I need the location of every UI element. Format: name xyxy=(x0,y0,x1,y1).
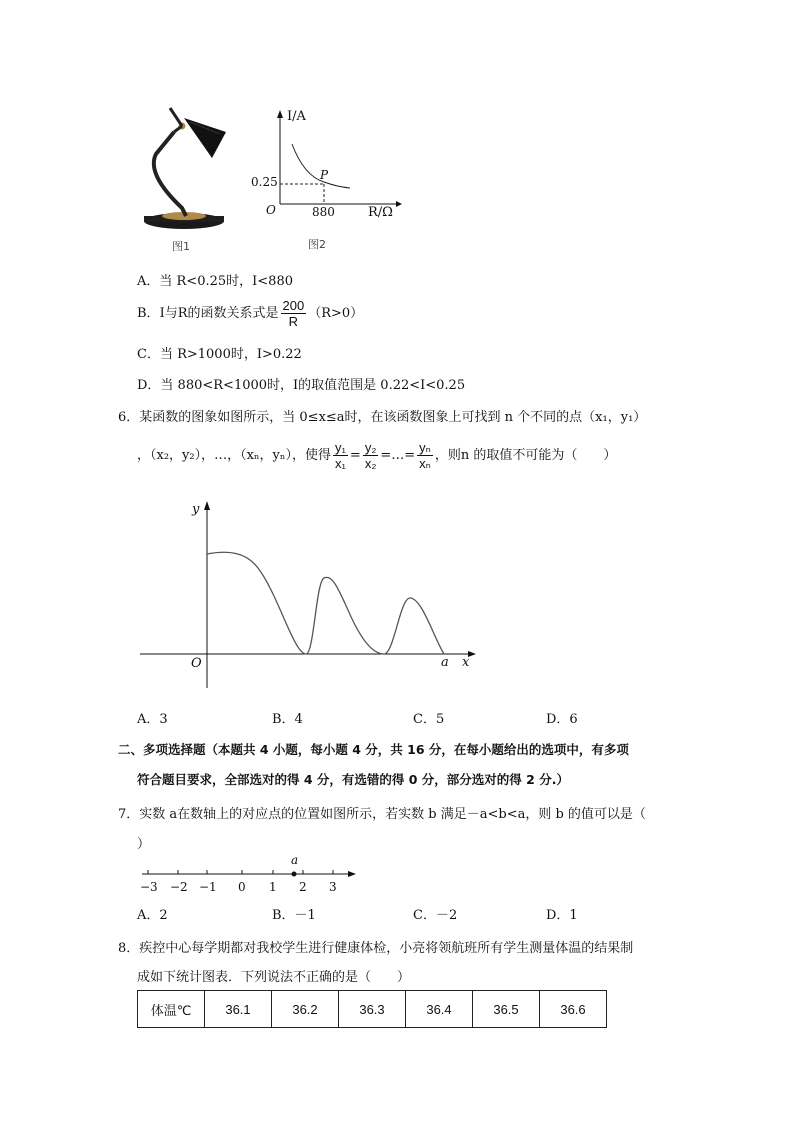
table-cell: 36.4 xyxy=(406,991,473,1028)
q6-option-c: C．5 xyxy=(413,712,445,727)
q7-tick-1: 1 xyxy=(269,880,277,894)
q8-line2: 成如下统计图表．下列说法不正确的是（ ） xyxy=(137,970,411,985)
q6-line2: ，（x₂，y₂），…，（xₙ，yₙ），使得 $\frac{\text{y₁}}{\text{x₁}}$ = $\frac{\text{y₂}}{\text{x₂}}$ =…= $\frac{\text{yₙ}}{\text{xₙ}}$ ，则n 的取值不可能为（ ） xyxy=(137,440,617,471)
q6-dots: =…= xyxy=(380,448,416,463)
fig2-x-label: R/Ω xyxy=(368,205,393,220)
table-header-cell: 体温℃ xyxy=(138,991,205,1028)
q6-option-d: D．6 xyxy=(546,712,578,727)
q5-option-b-prefix: B． xyxy=(137,306,160,321)
temperature-table xyxy=(137,990,607,1028)
fig2-y-label: I/A xyxy=(287,109,306,124)
q5-option-c: C．当 R>1000时，I>0.22 xyxy=(137,347,302,362)
q6-frac1-den: x₁ xyxy=(335,456,346,471)
q7-line1: 7．实数 a在数轴上的对应点的位置如图所示，若实数 b 满足－a<b<a，则 b 的值可以是（ xyxy=(118,807,646,822)
fig2-y-tick: 0.25 xyxy=(251,175,278,189)
q5-frac-den: R xyxy=(288,314,299,329)
q7-option-b: B．－1 xyxy=(272,908,316,923)
section2-heading-line1: 二、多项选择题（本题共 4 小题，每小题 4 分，共 16 分，在每小题给出的选项中，有多项 xyxy=(118,742,629,757)
q6-line2-a: ，（x₂，y₂），…，（xₙ，yₙ），使得 xyxy=(137,448,332,463)
table-row xyxy=(138,991,607,1028)
q7-option-d: D．1 xyxy=(546,908,578,923)
q6-frac1 xyxy=(333,440,348,471)
figure1-caption: 图1 xyxy=(172,240,190,253)
q6-frac2 xyxy=(363,440,379,471)
q5-option-d: D．当 880<R<1000时，I的取值范围是 0.22<I<0.25 xyxy=(137,378,466,393)
q6-frac2-den: x₂ xyxy=(364,456,377,471)
q5-option-a: A．当 R<0.25时，I<880 xyxy=(137,274,293,289)
q6-origin: O xyxy=(191,656,202,671)
q7-point-a-label: a xyxy=(291,853,299,867)
table-cell: 36.2 xyxy=(272,991,339,1028)
q7-tick-neg1: −1 xyxy=(199,880,217,894)
q6-fracn-den: xₙ xyxy=(419,456,431,471)
q6-option-a: A．3 xyxy=(137,712,168,727)
q6-function-graph xyxy=(138,498,478,690)
q7-tick-0: 0 xyxy=(238,880,246,894)
q6-fracn xyxy=(417,440,433,471)
q6-y-label: y xyxy=(192,502,200,517)
q7-tick-neg3: −3 xyxy=(140,880,158,894)
fig2-origin: O xyxy=(266,203,276,217)
q6-line2-b: ，则n 的取值不可能为（ ） xyxy=(434,448,617,463)
q6-frac2-num: y₂ xyxy=(364,440,377,455)
q7-line2: ） xyxy=(137,837,151,852)
q7-option-a: A．2 xyxy=(137,908,168,923)
section2-heading-line2: 符合题目要求，全部选对的得 4 分，有选错的得 0 分，部分选对的得 2 分.） xyxy=(137,772,569,787)
q7-tick-3: 3 xyxy=(329,880,337,894)
q5-option-b xyxy=(137,298,363,329)
q6-fracn-num: yₙ xyxy=(419,440,431,455)
q6-a-label: a xyxy=(441,655,449,670)
figure2-caption: 图2 xyxy=(308,238,326,251)
table-cell: 36.6 xyxy=(540,991,607,1028)
q6-x-label: x xyxy=(462,655,470,670)
q5-option-b-text1: I与R的函数关系式是 xyxy=(159,306,279,321)
q7-option-c: C．－2 xyxy=(413,908,458,923)
fig2-point-label: P xyxy=(320,168,329,182)
q6-line1: 6．某函数的图象如图所示，当 0≤x≤a时，在该函数图象上可找到 n 个不同的点（x₁，y₁） xyxy=(118,410,647,425)
q6-frac1-num: y₁ xyxy=(335,440,346,455)
table-cell: 36.5 xyxy=(473,991,540,1028)
q5-frac-num: 200 xyxy=(282,298,305,313)
q5-option-b-fraction xyxy=(281,298,307,329)
lamp-photo xyxy=(138,104,230,232)
q8-line1: 8．疾控中心每学期都对我校学生进行健康体检，小亮将领航班所有学生测量体温的结果制 xyxy=(118,941,634,956)
q7-tick-2: 2 xyxy=(299,880,307,894)
table-cell: 36.3 xyxy=(339,991,406,1028)
q5-option-b-text2: （R>0） xyxy=(308,306,364,321)
table-cell: 36.1 xyxy=(205,991,272,1028)
q6-option-b: B．4 xyxy=(272,712,303,727)
fig2-x-tick: 880 xyxy=(312,205,335,219)
q7-tick-neg2: −2 xyxy=(170,880,188,894)
